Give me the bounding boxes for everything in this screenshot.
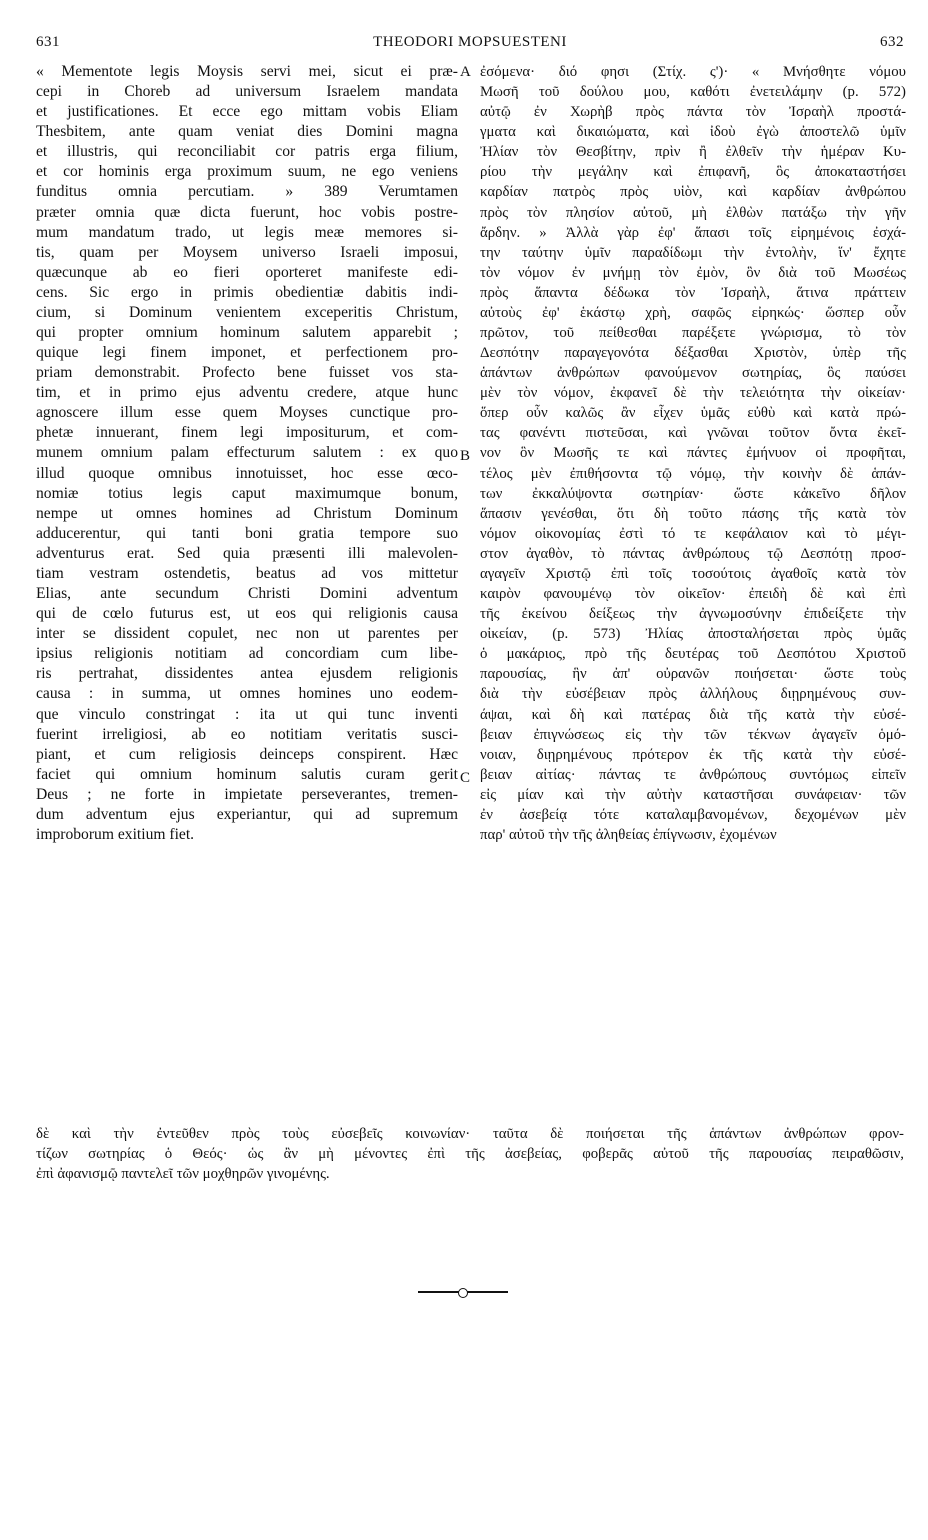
latin-text-line: mum mandatum trado, ut legis meæ memores si- <box>36 223 458 241</box>
greek-text-line: οἰκείαν, (p. 573) Ἠλίας ἀποσταλήσεται πρὸς ὑμᾶς <box>480 626 906 643</box>
latin-text-line: phetæ innuerant, finem legi impositurum, et com- <box>36 424 458 442</box>
greek-text-line: νον ὃν Μωσῆς τε καὶ πάντες ἐμήνυον οἱ προφῆται, <box>480 445 906 462</box>
latin-text-line: qui propter omnium hominum salutem apparebit ; <box>36 324 458 342</box>
latin-text-line: Elias, ante secundum Christi Domini adventum <box>36 585 458 603</box>
latin-text-line: et cor hominis erga proximum suum, ne ego veniens <box>36 163 458 181</box>
greek-text-line: ἄρδην. » Ἀλλὰ γὰρ ἐφ' ἅπασι τοῖς εἰρημένοις ἐσχά- <box>480 224 906 241</box>
latin-text-line: que vinculo constringat : ita ut qui tunc inventi <box>36 705 458 723</box>
margin-marker-a: A <box>460 64 471 80</box>
greek-text-line: ἁπάντων ἀνθρώπων φανούμενον σωτηρίας, ὃς παύσει <box>480 365 906 382</box>
latin-text-line: agnoscere illum esse quem Moyses cunctique pro- <box>36 404 458 422</box>
margin-marker-b: B <box>460 448 471 464</box>
greek-text-line: ρίου τὴν μεγάλην καὶ ἐπιφανῆ, ὃς ἀποκαταστήσει <box>480 164 906 181</box>
latin-text-line: quæcunque ab eo fieri oporteret manifeste edi- <box>36 263 458 281</box>
greek-text-line: βειαν ἐπιγνώσεως εἰς τὴν τῶν τέκνων ἀγαγεῖν ὁμό- <box>480 726 906 743</box>
greek-text-line: αὐτῷ ἐν Χωρὴβ πρὸς πάντα τὸν Ἰσραὴλ προστά- <box>480 104 906 121</box>
latin-text-line: fuerint irreligiosi, ab eo notitiam veritatis susci- <box>36 725 458 743</box>
latin-text-line: faciet qui omnium hominum salutis curam gerit <box>36 765 458 783</box>
spanning-text-line: δὲ καὶ τὴν ἐντεῦθεν πρὸς τοὺς εὐσεβεῖς κοινωνίαν· ταῦτα δὲ ποιήσεται τῆς ἁπάντων ἀνθρώπων φρον- <box>36 1126 904 1142</box>
greek-text-line: νόμον οἰκονομίας ἐστὶ τό τε κεφάλαιον καὶ τὸ μέγι- <box>480 525 906 542</box>
latin-text-line: illud quoque omnibus innotuisset, hoc esse œco- <box>36 464 458 482</box>
greek-text-line: τας φανέντι πιστεῦσαι, καὶ γνῶναι τοῦτον ὄντα ἐκεῖ- <box>480 425 906 442</box>
running-title: THEODORI MOPSUESTENI <box>373 34 567 50</box>
greek-text-line: την ταύτην ὑμῖν παραδίδωμι τὴν ἐντολὴν, ἵν' ἔχητε <box>480 244 906 261</box>
greek-text-line: ὁ μακάριος, πρὸ τῆς δευτέρας τοῦ Δεσπότου Χριστοῦ <box>480 646 906 663</box>
greek-column <box>480 62 906 845</box>
greek-text-line: Ἠλίαν τὸν Θεσβίτην, πρὶν ἢ ἐλθεῖν τὴν ἡμέραν Κυ- <box>480 144 906 161</box>
latin-text-line: ris pertrahat, dissidentes antea ejusdem religionis <box>36 665 458 683</box>
greek-text-line: πρὸς ἅπαντα δέδωκα τὸν Ἰσραὴλ, ἅτινα πράττειν <box>480 284 906 301</box>
greek-text-line: τὸν νόμον ἐν μνήμῃ τὸν ἐμὸν, ὃν διὰ τοῦ Μωσέως <box>480 264 906 281</box>
latin-text-line: cens. Sic ergo in primis obedientiæ dabitis indi- <box>36 283 458 301</box>
greek-text-line: ἐσόμενα· διό φησι (Στίχ. ς')· « Μνήσθητε νόμου <box>480 64 906 80</box>
greek-text-line: παρ' αὐτοῦ τὴν τῆς ἀληθείας ἐπίγνωσιν, ἐχομένων <box>480 826 777 843</box>
greek-text-line: εἰς μίαν καὶ τὴν αὐτὴν καταστῆσαι συνάφειαν· τῶν <box>480 786 906 803</box>
greek-text-line: ἐν ἀσεβείᾳ τότε καταλαμβανομένων, δεχομένων μὲν <box>480 806 906 823</box>
greek-text-line: Δεσπότην παραγεγονότα δέξασθαι Χριστὸν, ὑπὲρ τῆς <box>480 345 906 362</box>
latin-text-line: priam demonstrabit. Profecto bene fuisset vos sta- <box>36 364 458 382</box>
greek-text-line: καιρὸν φανουμένῳ τὸν οἰκεῖον· ἐπειδὴ δὲ καὶ ἐπὶ <box>480 586 906 603</box>
latin-text-line: et illustris, qui reconciliabit cor patris erga filium, <box>36 143 458 161</box>
greek-text-line: παρουσίας, ἣν ἀπ' οὐρανῶν ποιήσεται· ὥστε τοὺς <box>480 666 906 683</box>
spanning-text-line: τίζων σωτηρίας ὁ Θεός· ὡς ἂν μὴ μένοντες ἐπὶ τῆς ἀσεβείας, φοβερᾶς αὐτοῦ τῆς παρουσίας πειραθῶσιν, <box>36 1146 904 1163</box>
latin-text-line: « Mementote legis Moysis servi mei, sicut ei præ- <box>36 63 458 80</box>
greek-text-line: στον ἀγαθὸν, τὸ πάντας ἀνθρώπους τῷ Δεσπότῃ προσ- <box>480 545 906 562</box>
greek-text-line: άψαι, καὶ δὴ καὶ πατέρας διὰ τῆς κατὰ τὴν εὐσέ- <box>480 706 906 723</box>
latin-text-line: ipsius religionis notitiam ad concordiam cum libe- <box>36 645 458 663</box>
greek-text-line: τέλος μὲν ἐπιθήσοντα τῷ νόμῳ, τὴν κοινὴν δὲ ἁπάν- <box>480 465 906 482</box>
greek-text-line: γματα καὶ δικαιώματα, καὶ ἰδοὺ ἐγὼ ἀποστελῶ ὑμῖν <box>480 124 906 141</box>
latin-text-line: improborum exitium fiet. <box>36 825 195 843</box>
latin-text-line: Deus ; ne forte in impietate perseverantes, tremen- <box>36 785 458 803</box>
greek-text-line: ἅπασιν γενέσθαι, ὅτι δὴ τοῦτο πάσης τῆς κατὰ τὸν <box>480 505 906 522</box>
latin-text-line: piant, et cum religiosis deinceps conspirent. Hæc <box>36 745 458 763</box>
latin-text-line: præter omnia quæ dicta fuerunt, hoc vobis postre- <box>36 203 458 221</box>
greek-text-line: βειαν αἰτίας· πάντας τε ἀνθρώπους συντόμως εἰπεῖν <box>480 766 906 783</box>
greek-text-line: μὲν τὸν νόμον, ἐκφανεῖ δὲ τὴν τελειότητα τὴν οἰκείαν· <box>480 385 906 402</box>
latin-text-line: et justificationes. Et ecce ego mittam vobis Eliam <box>36 103 458 121</box>
greek-text-line: νοιαν, διῃρημένους πρότερον ἐκ τῆς κατὰ τὴν εὐσέ- <box>480 746 906 763</box>
latin-text-line: adducerentur, qui tanti boni gratia tempore suo <box>36 524 458 542</box>
latin-text-line: quique legi finem imponet, et perfectionem pro- <box>36 344 458 362</box>
latin-text-line: inter se dissident copulet, nec non ut parentes per <box>36 625 458 643</box>
latin-text-line: cepi in Choreb ad universum Israelem mandata <box>36 83 458 101</box>
greek-text-line: αγαγεῖν Χριστῷ ἐπὶ τοῖς τοσούτοις ἀγαθοῖς κατὰ τὸν <box>480 565 906 582</box>
greek-text-line: καρδίαν πατρὸς πρὸς υἱὸν, καὶ καρδίαν ἀνθρώπου <box>480 184 906 201</box>
margin-marker-c: C <box>460 770 471 786</box>
latin-text-line: munem omnium palam effecturum salutem : ex quo <box>36 444 458 462</box>
latin-text-line: tis, quam per Moysem universo Israeli imposui, <box>36 243 458 261</box>
latin-text-line: cium, si Dominum venientem exceperitis Christum, <box>36 303 458 321</box>
greek-text-line: διὰ τὴν εὐσέβειαν πρὸς ἀλλήλους διῃρημένους συν- <box>480 686 906 703</box>
spanning-text <box>36 1124 904 1184</box>
page-header <box>36 34 904 58</box>
latin-text-line: qui de cœlo futurus est, ut eos qui religionis causa <box>36 605 458 623</box>
greek-text-line: τῆς ἐκείνου δείξεως τὴν ἀγνωμοσύνην ἐπιδείξετε τὴν <box>480 606 906 623</box>
page-number-right: 632 <box>880 34 904 50</box>
latin-text-line: nempe ut omnes homines ad Christum Dominum <box>36 504 458 522</box>
spanning-text-line: ἐπὶ ἀφανισμῷ παντελεῖ τῶν μοχθηρῶν γινομένης. <box>36 1166 330 1183</box>
latin-text-line: tim, et in primo ejus adventu credere, atque hunc <box>36 384 458 402</box>
latin-text-line: nomiæ totius legis caput maximumque bonum, <box>36 484 458 502</box>
greek-text-line: ὅπερ οὖν καλῶς ἂν εἶχεν ὑμᾶς εὐθὺ καὶ κατὰ πρώ- <box>480 405 906 422</box>
latin-text-line: tiam vestram ostendetis, beatus ad vos mittetur <box>36 564 458 582</box>
greek-text-line: πρὸς τὸν πλησίον αὐτοῦ, μὴ ἐλθὼν πατάξω τὴν γῆν <box>480 204 906 221</box>
page-number-left: 631 <box>36 34 60 50</box>
latin-text-line: causa : in summa, ut omnes homines uno eodem- <box>36 685 458 703</box>
greek-text-line: Μωσῆ τοῦ δούλου μου, καθότι ἐνετειλάμην (p. 572) <box>480 84 906 101</box>
latin-text-line: adventurus erat. Sed quia præsenti illi malevolen- <box>36 544 458 562</box>
greek-text-line: των ἐκκαλύψοντα σωτηρίαν· ὥστε κἀκεῖνο δῆλον <box>480 485 906 502</box>
greek-text-line: αὐτοὺς ἐφ' ἑκάστῳ χρὴ, σαφῶς εἰρηκώς· ὥσπερ οὖν <box>480 304 906 321</box>
latin-column <box>36 62 458 845</box>
latin-text-line: funditus omnia percutiam. » 389 Verumtamen <box>36 183 458 201</box>
latin-text-line: dum adventum ejus experiantur, qui ad supremum <box>36 805 458 823</box>
latin-text-line: Thesbitem, ante quam veniat dies Domini magna <box>36 123 458 141</box>
end-ornament <box>418 1287 508 1297</box>
greek-text-line: πρῶτον, τοῦ πείθεσθαι παρέξετε γνώρισμα, τὸ τὸν <box>480 325 906 342</box>
